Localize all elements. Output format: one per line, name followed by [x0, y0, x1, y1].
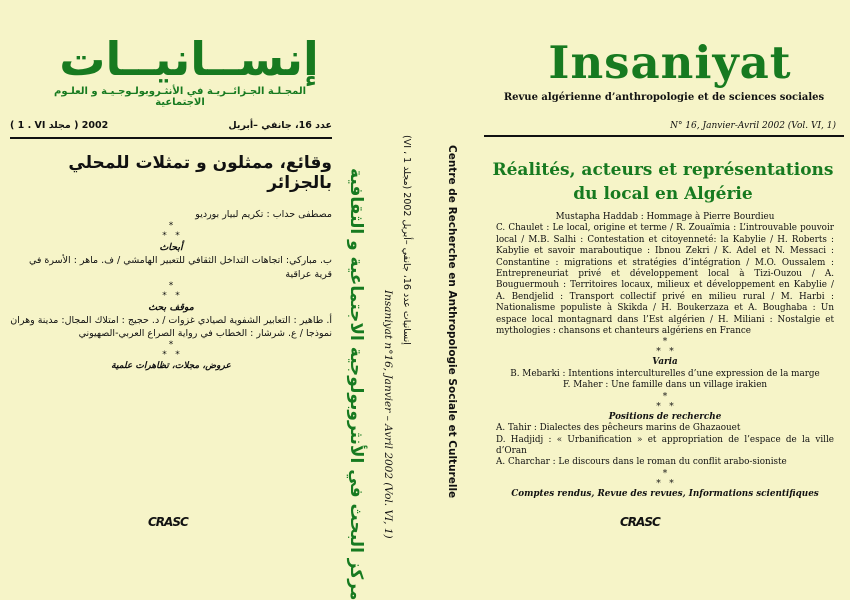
section-heading: Varia [652, 357, 678, 368]
separator-star: * * [656, 478, 674, 489]
separator-star: * * [162, 231, 180, 242]
arabic-issue-number: عدد 16، جانفي –أبريل [228, 120, 332, 131]
title-line: Réalités, acteurs et représentations [492, 160, 834, 180]
toc-item: A. Charchar : Le discours dans le roman du conflit arabo-sioniste [496, 457, 787, 468]
toc-item: ب. مباركي: اتجاهات التداخل الثقافي للتعبير الهامشي / ف. ماهر : الأسرة في قرية عراقية [28, 255, 332, 280]
arabic-subtitle: المجـلـة الجـزائــريـة في الأنثـروبولـوجـيـة و العلـوم الاجتماعية [53, 86, 307, 108]
footer-line: Comptes rendus, Revue des revues, Informations scientifiques [511, 488, 819, 499]
separator-star: * [168, 221, 174, 232]
title-line: du local en Algérie [573, 184, 753, 204]
separator-star: * * [162, 350, 180, 361]
insaniyat-logo: Insaniyat [548, 36, 792, 89]
section-heading: موقف بحث [148, 301, 194, 313]
separator-star: * * [162, 290, 180, 301]
section-heading: أبحاث [159, 242, 183, 254]
separator-star: * [662, 468, 668, 479]
separator-star: * [662, 391, 668, 402]
spine-arabic-centre: مركز البحث في الأنثروبولوجية الاجتماعية و الثقافية [346, 168, 366, 600]
toc-item: A. Tahir : Dialectes des pêcheurs marins de Ghazaouet [496, 423, 741, 434]
arabic-table-of-contents [10, 208, 332, 374]
crasc-logo: CRASC [148, 515, 188, 529]
front-cover-french [478, 0, 850, 565]
spine-french-issue: Insaniyat n°16, Janvier – Avril 2002 (Vol. VI, 1) [382, 290, 394, 539]
separator-star: * [168, 340, 174, 351]
front-issue-line: N° 16, Janvier-Avril 2002 (Vol. VI, 1) [670, 121, 836, 131]
arabic-issue-line [10, 120, 332, 131]
arabic-logo: إنســانيــات [59, 32, 319, 86]
arabic-issue-title: وقائع، ممثلون و تمثلات للمحلي بالجزائر [68, 153, 332, 193]
front-subtitle: Revue algérienne d’anthropologie et de sciences sociales [503, 92, 825, 103]
back-cover-arabic [0, 0, 338, 565]
separator-star: * [662, 337, 668, 348]
spine-arabic-issue: إنسانيات عدد 16، جانفي –أبريل 2002 (مجلد VI ، 1) [401, 135, 412, 345]
section-heading: Positions de recherche [608, 411, 722, 422]
toc-item: أ. طاهير : التعابير الشفوية لصيادي غزوات / د. حجيج : امتلاك المجال: مدينة وهران نموذجا / ع. شرشار : الخطاب في رواية الصراع العربي-الصهيوني [10, 315, 332, 340]
toc-item: C. Chaulet : Le local, origine et terme / R. Zouaïmia : L’introuvable pouvoir local / M.B. Salhi : Contestation et citoyenneté: la Kabylie / H. Roberts : Kabylie et savoir maraboutique : Ibnou Zekri / K. Adel et N. Messaci : Constantine : migrations et stratégies d’intégration / M.O. Oussalem : Entrepreneuriat privé et développement local à Tizi-Ouzou / A. Bouguermouh : Territoires locaux, milieux et développement en Kabylie / A. Bendjelid : Transport collectif privé en milieu rural / M. Harbi : Nationalisme populiste à Skikda / H. Boukerzaza et A. Boughaba : Un espace local montagnard dans l’Est algérien / H. Miliani : Nostalgie et mythologies : chansons et chanteurs algériens en France [496, 223, 834, 337]
spine-centre-name: Centre de Recherche en Anthropologie Sociale et Culturelle [446, 145, 458, 499]
toc-item: F. Maher : Une famille dans un village irakien [562, 380, 768, 391]
separator-star: * * [656, 401, 674, 412]
toc-item: B. Mebarki : Intentions interculturelles d’une expression de la marge [510, 368, 820, 379]
french-table-of-contents [496, 212, 834, 500]
divider [10, 137, 332, 139]
arabic-issue-volume: ( 1 . VI مجلد ) 2002 [10, 120, 109, 131]
separator-star: * [168, 280, 174, 291]
toc-head: Mustapha Haddab : Hommage à Pierre Bourdieu [555, 212, 775, 222]
toc-item: مصطفى حداب : تكريم لبيار بورديو [195, 209, 332, 220]
footer-line: عروض، مجلات، تظاهرات علمية [111, 361, 231, 372]
toc-item: D. Hadjidj : « Urbanification » et appropriation de l’espace de la ville d’Oran [496, 434, 834, 456]
divider [484, 135, 844, 137]
separator-star: * * [656, 347, 674, 358]
front-issue-title [488, 158, 838, 206]
crasc-logo: CRASC [620, 515, 660, 529]
